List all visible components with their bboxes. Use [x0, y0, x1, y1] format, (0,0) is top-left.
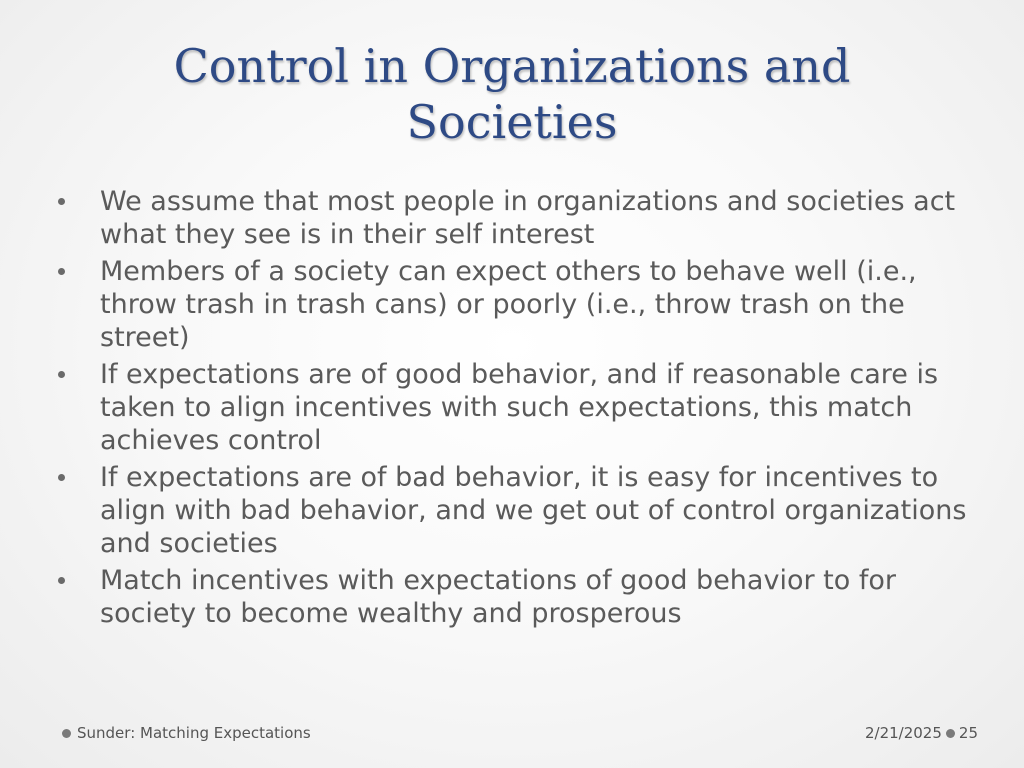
bullet-item — [58, 255, 978, 354]
bullet-item — [58, 358, 978, 457]
bullet-item — [58, 461, 978, 560]
footer-left — [62, 723, 311, 743]
bullet-dot-icon — [58, 371, 65, 378]
bullet-text: Match incentives with expectations of good behavior to for society to become wealthy and prosperous — [100, 565, 896, 629]
bullet-text: If expectations are of bad behavior, it is easy for incentives to align with bad behavior, and we get out of control organizations and societies — [100, 462, 967, 559]
bullet-dot-icon — [58, 474, 65, 481]
page-number: 25 — [958, 724, 978, 742]
footer-right — [865, 723, 978, 743]
bullet-item — [58, 185, 978, 251]
bullet-dot-icon — [58, 268, 65, 275]
footer-date: 2/21/2025 — [864, 724, 942, 742]
bullet-text: We assume that most people in organizations and societies act what they see is in their self interest — [100, 186, 956, 250]
bullet-dot-icon — [58, 198, 65, 205]
bullet-item — [58, 564, 978, 630]
footer-dot-icon — [62, 729, 71, 738]
slide-title: Control in Organizations and Societies — [173, 39, 851, 149]
bullet-dot-icon — [58, 577, 65, 584]
footer-source-text: Sunder: Matching Expectations — [77, 724, 311, 742]
bullet-text: If expectations are of good behavior, and if reasonable care is taken to align incentives with such expectations, this match achieves control — [100, 359, 939, 456]
bullet-text: Members of a society can expect others to behave well (i.e., throw trash in trash cans) or poorly (i.e., throw trash on the street) — [100, 256, 917, 353]
footer-dot-icon — [946, 729, 955, 738]
bullet-list — [58, 185, 978, 634]
